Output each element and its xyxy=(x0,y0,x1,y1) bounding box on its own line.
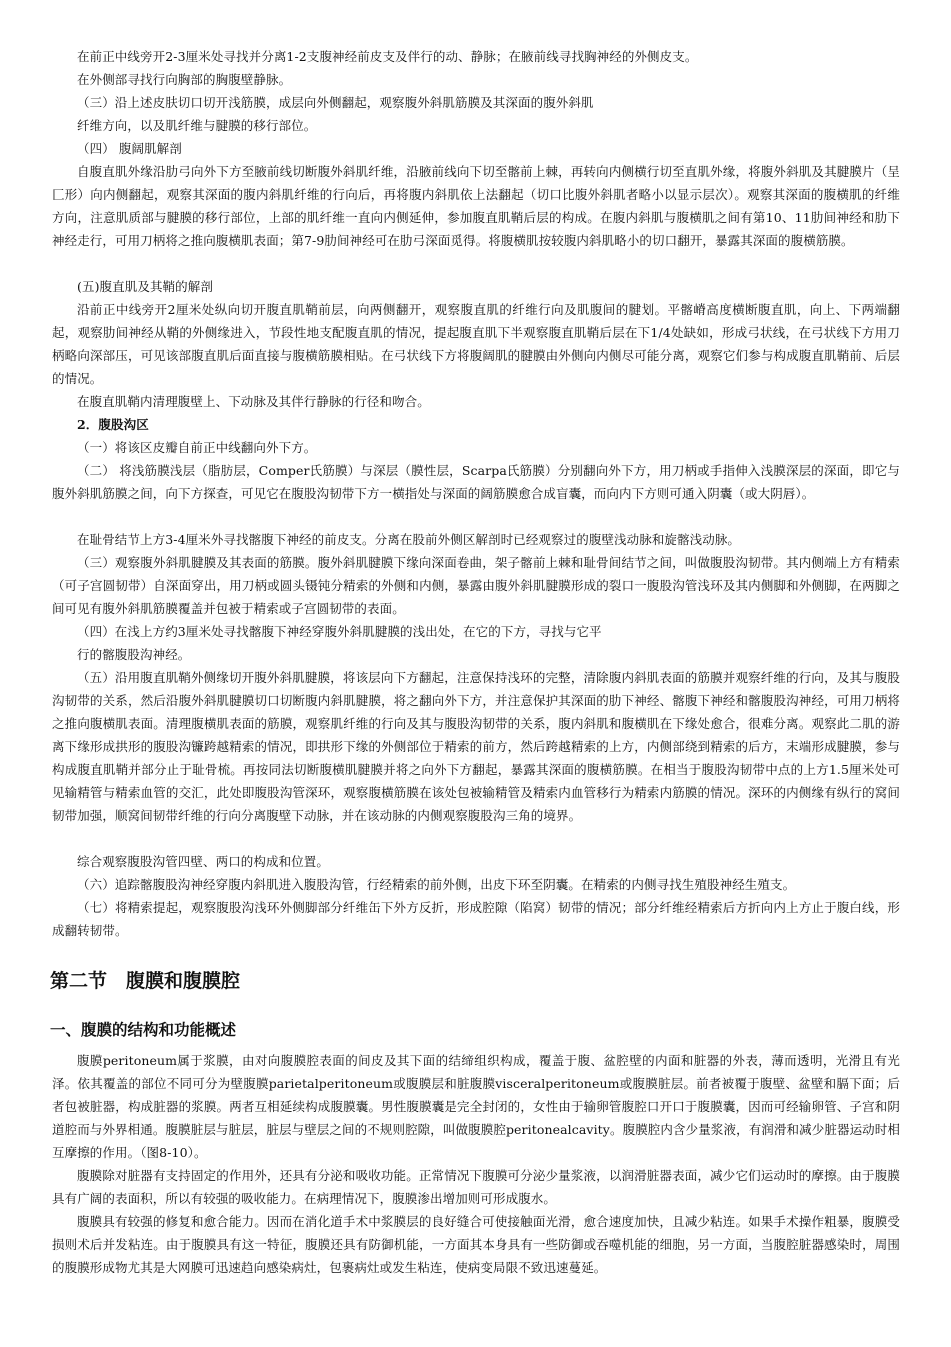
paragraph-inguinal-step-2: （二） 将浅筋膜浅层（脂肪层，Comper氏筋膜）与深层（膜性层，Scarpa氏筋膜）分别翻向外下方，用刀柄或手指伸入浅膜深层的深面，即它与腹外斜肌筋膜之间，向下方探查，可见它在腹股沟韧带下方一横指处与深面的阔筋膜愈合成盲囊，而向内下方则可通入阴囊（或大阴唇）。 xyxy=(52,463,900,501)
paragraph-inguinal-step-7: （七）将精索提起，观察腹股沟浅环外侧脚部分纤维缶下外方反折，形成腔隙（陷窝）韧带的情况；部分纤维经精索后方折向内上方止于腹白线，形成翻转韧带。 xyxy=(52,900,900,938)
paragraph-thoracoepigastric-vein: 在外侧部寻找行向胸部的胸腹壁静脉。 xyxy=(77,72,292,87)
paragraph-cutaneous-branches: 在前正中线旁开2-3厘米处寻找并分离1-2支腹神经前皮支及伴行的动、静脉；在腋前线寻找胸神经的外侧皮支。 xyxy=(77,49,698,64)
paragraph-iliohypogastric: 在耻骨结节上方3-4厘米外寻找髂腹下神经的前皮支。分离在股前外侧区解剖时已经观察过的腹壁浅动脉和旋髂浅动脉。 xyxy=(77,532,741,547)
paragraph-inguinal-step-3: （三）观察腹外斜肌腱膜及其表面的筋膜。腹外斜肌腱膜下缘向深面卷曲，架子髂前上棘和耻骨间结节之间，叫做腹股沟韧带。其内侧端上方有精索（可子宫圆韧带）自深面穿出，用刀柄或圆头镊钝分精索的外侧和内侧，暴露由腹外斜肌腱膜形成的裂口一腹股沟管浅环及其内侧脚和外侧脚，在两脚之间可见有腹外斜肌筋膜覆盖并包被于精索或子宫圆韧带的表面。 xyxy=(52,555,900,616)
paragraph-inguinal-step-5: （五）沿用腹直肌鞘外侧缘切开腹外斜肌腱膜，将该层向下方翻起，注意保持浅环的完整，清除腹内斜肌表面的筋膜并观察纤维的行向，及其与腹股沟韧带的关系，然后沿腹外斜肌腱膜切口切断腹内斜肌腱膜，将之翻向外下方，并注意保护其深面的肋下神经、髂腹下神经和髂腹股沟神经，可用刀柄将之推向腹横肌表面。清理腹横肌表面的筋膜，观察肌纤维的行向及其与腹股沟韧带的关系，腹内斜肌和腹横肌在下缘处愈合，很难分离。观察此二肌的游离下缘形成拱形的腹股沟镰跨越精索的情况，即拱形下缘的外侧部位于精索的前方，然后跨越精索的上方，内侧部绕到精索的后方，末端形成腱膜，参与构成腹直肌鞘并部分止于耻骨梳。再按同法切断腹横肌腱膜并将之向外下方翻起，暴露其深面的腹横筋膜。在相当于腹股沟韧带中点的上方1.5厘米处可见输精管与精索血管的交汇，此处即腹股沟管深环，观察腹横筋膜在该处包被输精管及精索内血管移行为精索内筋膜的情况。深环的内侧缘有纵行的窝间韧带加强，顺窝间韧带纤维的行向分离腹壁下动脉，并在该动脉的内侧观察腹股沟三角的境界。 xyxy=(52,670,900,823)
paragraph-broad-muscles: 自腹直肌外缘沿肋弓向外下方至腋前线切断腹外斜肌纤维，沿腋前线向下切至髂前上棘，再转向内侧横行切至直肌外缘，将腹外斜肌及其腱膜片（呈匚形）向内侧翻起，观察其深面的腹内斜肌纤维的行向后，再将腹内斜肌依上法翻起（切口比腹外斜肌者略小以显示层次）。观察其深面的腹横肌的纤维方向，注意肌质部与腱膜的移行部位，上部的肌纤维一直向内侧延伸，参加腹直肌鞘后层的构成。在腹内斜肌与腹横肌之间有第10、11肋间神经和肋下神经走行，可用刀柄将之推向腹横肌表面；第7-9肋间神经可在肋弓深面觅得。将腹横肌按较腹内斜肌略小的切口翻开，暴露其深面的腹横筋膜。 xyxy=(52,164,900,248)
paragraph-step-3-cont: 纤维方向，以及肌纤维与腱膜的移行部位。 xyxy=(77,118,317,133)
heading-inguinal-region: 2．腹股沟区 xyxy=(77,417,149,432)
paragraph-inguinal-step-4: （四）在浅上方约3厘米处寻找髂腹下神经穿腹外斜肌腱膜的浅出处，在它的下方，寻找与它平 xyxy=(77,624,602,639)
paragraph-rectus-sheath: 沿前正中线旁开2厘米处纵向切开腹直肌鞘前层，向两侧翻开，观察腹直肌的纤维行向及肌腹间的腱划。平髂嵴高度横断腹直肌，向上、下两端翻起，观察肋间神经从鞘的外侧缘进入，节段性地支配腹直肌的情况，提起腹直肌下半观察腹直肌鞘后层在下1/4处缺如，形成弓状线，在弓状线下方用刀柄略向深部压，可见该部腹直肌后面直接与腹横筋膜相贴。在弓状线下方将腹阔肌的腱膜由外侧向内侧尽可能分离，观察它们参与构成腹直肌鞘前、后层的情况。 xyxy=(52,302,900,386)
subsection-title: 一、腹膜的结构和功能概述 xyxy=(50,1021,237,1039)
section-title: 第二节 腹膜和腹膜腔 xyxy=(50,970,241,992)
paragraph-inguinal-canal-summary: 综合观察腹股沟管四壁、两口的构成和位置。 xyxy=(77,854,330,869)
paragraph-step-3: （三）沿上述皮肤切口切开浅筋膜，成层向外侧翻起，观察腹外斜肌筋膜及其深面的腹外斜肌 xyxy=(77,95,594,110)
paragraph-peritoneum-function: 腹膜除对脏器有支持固定的作用外，还具有分泌和吸收功能。正常情况下腹膜可分泌少量浆液，以润滑脏器表面，减少它们运动时的摩擦。由于腹膜具有广阔的表面积，所以有较强的吸收能力。在病理情况下，腹膜渗出增加则可形成腹水。 xyxy=(52,1168,900,1206)
paragraph-peritoneum-definition: 腹膜peritoneum属于浆膜，由对向腹膜腔表面的间皮及其下面的结缔组织构成，覆盖于腹、盆腔壁的内面和脏器的外表，薄而透明，光滑且有光泽。依其覆盖的部位不同可分为壁腹膜parietalperitoneum或腹膜层和脏腹膜visceralperitoneum或腹膜脏层。前者被覆于腹壁、盆壁和膈下面；后者包被脏器，构成脏器的浆膜。两者互相延续构成腹膜囊。男性腹膜囊是完全封闭的，女性由于输卵管腹腔口开口于腹膜囊，因而可经输卵管、子宫和阴道腔而与外界相通。腹膜脏层与脏层，脏层与壁层之间的不规则腔隙，叫做腹膜腔peritonealcavity。腹膜腔内含少量浆液，有润滑和减少脏器运动时相互摩擦的作用。（图8-10）。 xyxy=(52,1053,900,1160)
paragraph-step-5-heading: (五)腹直肌及其鞘的解剖 xyxy=(77,279,213,294)
paragraph-peritoneum-repair: 腹膜具有较强的修复和愈合能力。因而在消化道手术中浆膜层的良好缝合可使接触面光滑，愈合速度加快，且减少粘连。如果手术操作粗暴，腹膜受损则术后并发粘连。由于腹膜具有这一特征，腹膜还具有防御机能，一方面其本身具有一些防御或吞噬机能的细胞，另一方面，当腹腔脏器感染时，周围的腹膜形成物尤其是大网膜可迅速趋向感染病灶，包裹病灶或发生粘连，使病变局限不致迅速蔓延。 xyxy=(52,1214,900,1275)
paragraph-inguinal-step-6: （六）追踪髂腹股沟神经穿腹内斜肌进入腹股沟管，行经精索的前外侧，出皮下环至阴囊。在精索的内侧寻找生殖股神经生殖支。 xyxy=(77,877,796,892)
paragraph-epigastric-arteries: 在腹直肌鞘内清理腹壁上、下动脉及其伴行静脉的行径和吻合。 xyxy=(77,394,430,409)
paragraph-inguinal-step-4-cont: 行的髂腹股沟神经。 xyxy=(77,647,191,662)
paragraph-inguinal-step-1: （一）将该区皮瓣自前正中线翻向外下方。 xyxy=(77,440,317,455)
paragraph-step-4-heading: （四） 腹阔肌解剖 xyxy=(77,141,182,156)
